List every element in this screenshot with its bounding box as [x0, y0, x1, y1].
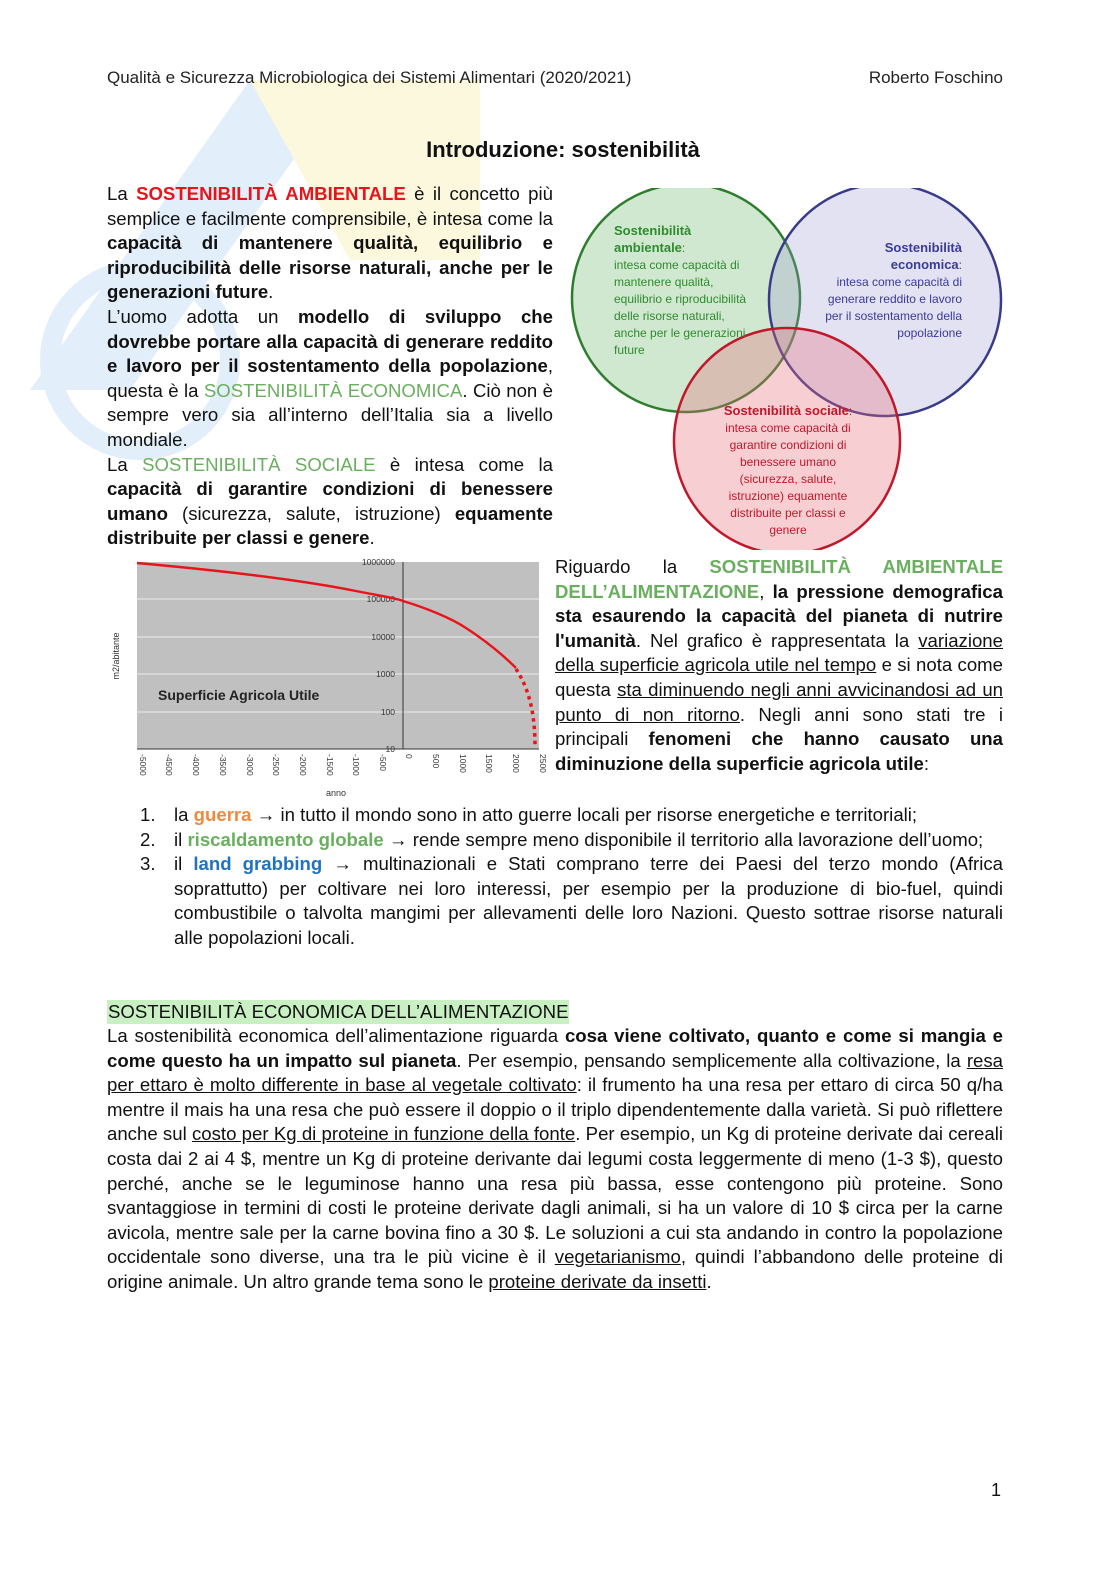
fenomeni-list: [140, 803, 1003, 951]
svg-text:2500: 2500: [538, 754, 548, 773]
svg-text:1000: 1000: [458, 754, 468, 773]
svg-text:1000000: 1000000: [361, 557, 395, 567]
svg-text:-5000: -5000: [138, 754, 148, 776]
term-sostenibilita-ambientale: SOSTENIBILITÀ AMBIENTALE: [136, 183, 406, 204]
header-course-title: Qualità e Sicurezza Microbiologica dei Sistemi Alimentari (2020/2021): [107, 68, 632, 87]
page-number: 1: [990, 1480, 1001, 1500]
svg-text:-4000: -4000: [191, 754, 201, 776]
header-author: Roberto Foschino: [868, 68, 1003, 87]
economica-paragraph: La sostenibilità economica dell’alimentazione riguarda cosa viene coltivato, quanto e come si mangia e come questo ha un impatto sul pianeta. Per esempio, pensando semplicemente alla coltivazione, la resa per ettaro è molto differente in base al vegetale coltivato: il frumento ha una resa per ettaro di circa 50 q/ha mentre il mais ha una resa che può essere il doppio o il triplo dipendentemente dalla varietà. Si può riflettere anche sul costo per Kg di proteine in funzione della fonte. Per esempio, un Kg di proteine derivate dai cereali costa dai 2 ai 4 $, mentre un Kg di proteine derivante dai legumi costa leggermente di meno (1-3 $), questo perché, anche se le leguminose hanno una resa più bassa, esse contengono più proteine. Sono svantaggiose in termini di costi le proteine derivate dagli animali, si ha un valore di 10 $ circa per la carne avicola, mentre sale per la carne bovina fino a 30 $. Le soluzioni a cui sta andando in contro la popolazione occidentale sono diverse, una tra le più vicine è il vegetarianismo, quindi l’abbandono delle proteine di origine animale. Un altro grande tema sono le proteine derivate da insetti.: [107, 1025, 1004, 1292]
svg-text:500: 500: [431, 754, 441, 769]
page-title: Introduzione: sostenibilità: [426, 137, 700, 162]
svg-text:-3500: -3500: [218, 754, 228, 776]
venn-diagram: [568, 188, 1008, 550]
venn-sociale-text: Sostenibilità sociale: intesa come capacità di garantire condizioni di benessere umano (sicurezza, salute, istruzione) equamente distribuite per classi e genere: [723, 403, 853, 537]
term-sostenibilita-sociale: SOSTENIBILITÀ SOCIALE: [142, 453, 376, 475]
svg-text:1000: 1000: [376, 669, 395, 679]
svg-text:-2500: -2500: [271, 754, 281, 776]
svg-text:-4500: -4500: [164, 754, 174, 776]
term-land-grabbing: land grabbing: [193, 853, 323, 875]
svg-text:-500: -500: [378, 754, 388, 772]
sostenibilita-alimentazione-paragraph: Riguardo la SOSTENIBILITÀ AMBIENTALE DELL’ALIMENTAZIONE, la pressione demografica sta esaurendo la capacità del pianeta di nutrire l'umanità. Nel grafico è rappresentata la variazione della superficie agricola utile nel tempo e si nota come questa sta diminuendo negli anni avvicinandosi ad un punto di non ritorno. Negli anni sono stati tre i principali fenomeni che hanno causato una diminuzione della superficie agricola utile:: [555, 556, 1004, 774]
venn-ambientale-text: Sostenibilità ambientale: intesa come capacità di mantenere qualità, equilibrio e riproducibilità delle risorse naturali, anche per le generazioni future: [614, 223, 747, 357]
svg-text:100: 100: [380, 707, 395, 717]
svg-text:m2/abitante: m2/abitante: [111, 632, 121, 680]
svg-text:1500: 1500: [484, 754, 494, 773]
venn-economica-text: Sostenibilità economica: intesa come capacità di generare reddito e lavoro per il sostentamento della popolazione: [825, 240, 962, 340]
svg-text:-3000: -3000: [245, 754, 255, 776]
term-sostenibilita-economica: SOSTENIBILITÀ ECONOMICA: [203, 379, 463, 401]
svg-text:anno: anno: [325, 788, 347, 798]
svg-text:100000: 100000: [366, 594, 395, 604]
svg-text:Superficie Agricola Utile: Superficie Agricola Utile: [158, 687, 320, 703]
svg-text:-2000: -2000: [298, 754, 308, 776]
term-guerra: guerra: [193, 804, 252, 825]
svg-text:10: 10: [385, 744, 395, 754]
section-heading-economica: SOSTENIBILITÀ ECONOMICA DELL’ALIMENTAZIONE: [108, 1001, 569, 1022]
term-sostenibilita-ambientale-alimentazione: SOSTENIBILITÀ AMBIENTALE DELL’ALIMENTAZIONE: [555, 556, 1003, 602]
svg-text:-1500: -1500: [325, 754, 335, 776]
term-riscaldamento-globale: riscaldamento globale: [187, 828, 384, 850]
list-item: 3. il land grabbing → multinazionali e Stati comprano terre dei Paesi del terzo mondo (Africa soprattutto) per coltivare nei loro interessi, per esempio per la produzione di bio-fuel, quindi combustibile o talvolta mangimi per allevamenti delle loro Nazioni. Questo sottrae risorse naturali alle popolazioni locali.: [140, 853, 1003, 948]
list-item: 2. il riscaldamento globale → rende sempre meno disponibile il territorio alla lavorazione dell’uomo;: [140, 828, 984, 850]
svg-text:2000: 2000: [511, 754, 521, 773]
superficie-agricola-chart: [106, 556, 552, 801]
svg-text:0: 0: [404, 754, 414, 759]
svg-text:-1000: -1000: [351, 754, 361, 776]
list-item: 1. la guerra → in tutto il mondo sono in atto guerre locali per risorse energetiche e territoriali;: [140, 804, 918, 825]
svg-text:10000: 10000: [371, 632, 395, 642]
intro-paragraph: La SOSTENIBILITÀ AMBIENTALE è il concetto più semplice e facilmente comprensibile, è intesa come la capacità di mantenere qualità, equilibrio e riproducibilità delle risorse naturali, anche per le generazioni future. L’uomo adotta un modello di sviluppo che dovrebbe portare alla capacità di generare reddito e lavoro per il sostentamento della popolazione, questa è la SOSTENIBILITÀ ECONOMICA. Ciò non è sempre vero sia all’interno dell’Italia sia a livello mondiale. La SOSTENIBILITÀ SOCIALE è intesa come la capacità di garantire condizioni di benessere umano (sicurezza, salute, istruzione) equamente distribuite per classi e genere.: [107, 183, 553, 549]
